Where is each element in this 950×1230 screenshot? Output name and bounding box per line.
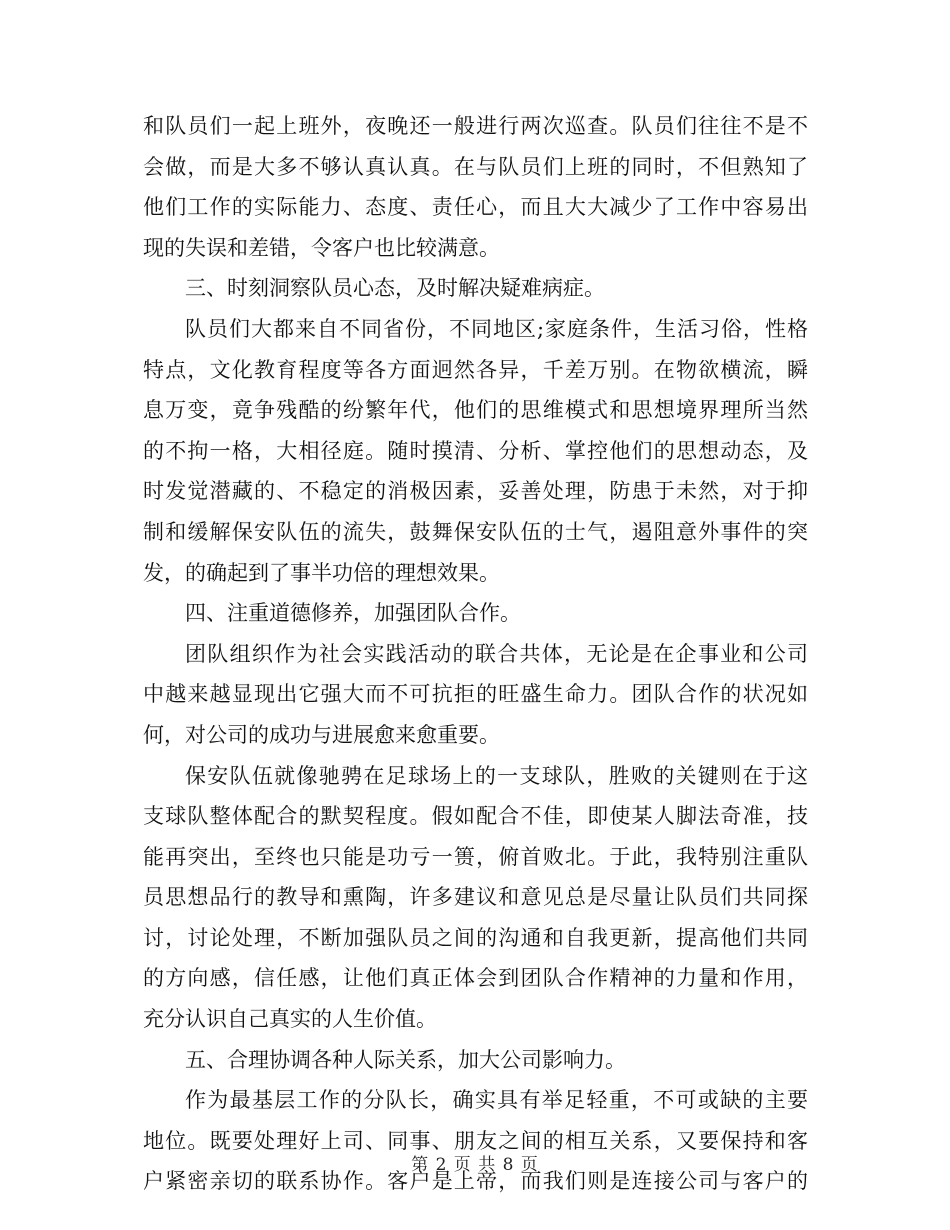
- text-line: 他们工作的实际能力、态度、责任心，而且大大减少了工作中容易出: [143, 195, 808, 220]
- text-line: 充分认识自己真实的人生价值。: [143, 1007, 437, 1032]
- text-line: 五、合理协调各种人际关系，加大公司影响力。: [185, 1047, 626, 1072]
- text-line: 中越来越显现出它强大而不可抗拒的旺盛生命力。团队合作的状况如: [143, 682, 808, 707]
- text-line: 讨，讨论处理，不断加强队员之间的沟通和自我更新，提高他们共同: [143, 925, 808, 950]
- text-line: 会做，而是大多不够认真认真。在与队员们上班的同时，不但熟知了: [143, 154, 808, 179]
- document-body: [143, 106, 808, 1202]
- text-line: 团队组织作为社会实践活动的联合共体，无论是在企事业和公司: [185, 641, 808, 666]
- text-line: 的方向感，信任感，让他们真正体会到团队合作精神的力量和作用，: [143, 966, 808, 991]
- page-footer: 第 2 页 共 8 页: [411, 1155, 539, 1175]
- text-line: 息万变，竟争残酷的纷繁年代，他们的思维模式和思想境界理所当然: [143, 398, 808, 423]
- text-line: 特点，文化教育程度等各方面迥然各异，千差万别。在物欲横流，瞬: [143, 357, 808, 382]
- text-line: 三、时刻洞察队员心态，及时解决疑难病症。: [185, 276, 605, 301]
- text-line: 现的失误和差错，令客户也比较满意。: [143, 235, 500, 260]
- text-line: 发，的确起到了事半功倍的理想效果。: [143, 560, 500, 585]
- text-line: 的不拘一格，大相径庭。随时摸清、分析、掌控他们的思想动态，及: [143, 438, 808, 463]
- text-line: 何，对公司的成功与进展愈来愈重要。: [143, 722, 500, 747]
- text-line: 时发觉潜藏的、不稳定的消极因素，妥善处理，防患于未然，对于抑: [143, 479, 808, 504]
- text-line: 四、注重道德修养，加强团队合作。: [185, 601, 521, 626]
- text-line: 作为最基层工作的分队长，确实具有举足轻重，不可或缺的主要: [185, 1088, 808, 1113]
- text-line: 和队员们一起上班外，夜晚还一般进行两次巡查。队员们往往不是不: [143, 114, 808, 138]
- text-line: 地位。既要处理好上司、同事、朋友之间的相互关系，又要保持和客: [143, 1128, 808, 1153]
- text-line: 队员们大都来自不同省份，不同地区;家庭条件，生活习俗，性格: [185, 316, 808, 341]
- text-line: 员思想品行的教导和熏陶，许多建议和意见总是尽量让队员们共同探: [143, 885, 808, 910]
- text-line: 支球队整体配合的默契程度。假如配合不佳，即使某人脚法奇准，技: [143, 804, 808, 829]
- text-line: 保安队伍就像驰骋在足球场上的一支球队，胜败的关键则在于这: [185, 763, 808, 788]
- text-line: 能再突出，至终也只能是功亏一篑，俯首败北。于此，我特别注重队: [143, 844, 808, 869]
- text-line: 户紧密亲切的联系协作。客户是上帝，而我们则是连接公司与客户的: [143, 1169, 808, 1194]
- text-line: 制和缓解保安队伍的流失，鼓舞保安队伍的士气，遏阻意外事件的突: [143, 519, 808, 544]
